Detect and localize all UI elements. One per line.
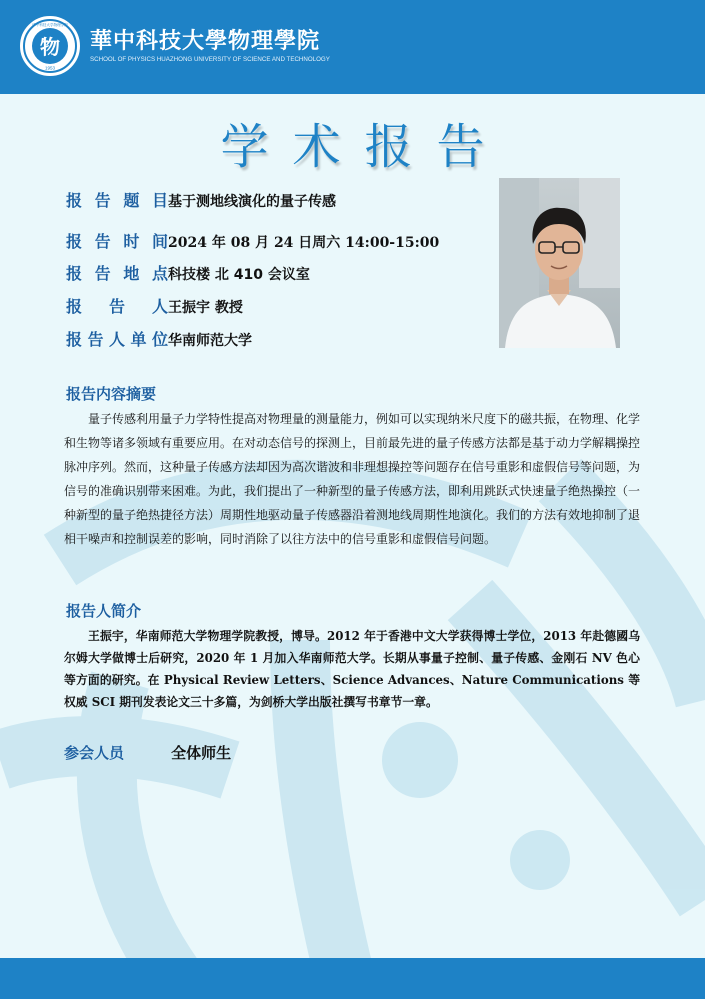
info-value: 华南师范大学 [168, 333, 252, 349]
speaker-photo [499, 178, 620, 348]
info-label: 报告人 [66, 297, 168, 316]
logo-year: 1953 [44, 65, 56, 71]
info-row-topic [66, 188, 336, 211]
abstract-text: 量子传感利用量子力学特性提高对物理量的测量能力，例如可以实现纳米尺度下的磁共振，在物理、化学和生物等诸多领域有重要应用。在对动态信号的探测上，目前最先进的量子传感方法都是基于动力学解耦操控脉冲序列。然而，这种量子传感方法却因为高次谐波和非理想操控等问题存在信号重影和虚假信号等问题，为信号的准确识别带来困难。为此，我们提出了一种新型的量子传感方法，即利用跳跃式快速量子绝热操控（一种新型的量子绝热捷径方法）周期性地驱动量子传感器沿着测地线周期性地演化。我们的方法有效地抑制了退相干噪声和控制误差的影响，同时消除了以往方法中的信号重影和虚假信号问题。 [64, 412, 641, 546]
attendees-label: 参会人员 [64, 744, 125, 762]
info-row-affiliation [66, 327, 252, 350]
info-value: 王振宇 教授 [168, 300, 243, 316]
bio-text: 王振宇，华南师范大学物理学院教授，博导。2012 年于香港中文大学获得博士学位，2013 年赴德國乌尔姆大学做博士后研究，2020 年 1 月加入华南师范大学。长期从事量子控制、量子传感、金刚石 NV 色心等方面的研究。在 Physical Review Letters、Science Advances、Nature Communications 等权威 SCI 期刊发表论文三十多篇，为剑桥大学出版社撰写书章节一章。 [64, 629, 640, 709]
info-label: 报告人单位 [66, 330, 168, 349]
info-label: 报告时间 [66, 232, 168, 251]
school-logo-emblem [22, 18, 78, 74]
header-bar [0, 0, 705, 94]
school-logo [20, 16, 80, 76]
info-value: 2024 年 08 月 24 日周六 14:00-15:00 [168, 235, 440, 251]
attendees-row [64, 742, 231, 763]
abstract-title: 报告内容摘要 [66, 385, 157, 403]
footer-bar [0, 958, 705, 999]
info-value: 科技楼 北 410 会议室 [168, 267, 310, 283]
info-row-speaker [66, 294, 243, 317]
logo-ring-text: 华中科技大学物理学院 [32, 23, 68, 27]
info-value: 基于测地线演化的量子传感 [168, 194, 336, 210]
school-name: 華中科技大學物理學院 [90, 28, 321, 54]
logo-glyph: 物 [40, 35, 60, 59]
page-title: 学术报告 [220, 119, 509, 175]
info-label: 报告地点 [66, 264, 168, 283]
info-row-time [66, 229, 439, 252]
school-name-en: SCHOOL OF PHYSICS HUAZHONG UNIVERSITY OF SCIENCE AND TECHNOLOGY [90, 56, 330, 63]
attendees-value: 全体师生 [171, 744, 232, 762]
info-row-location [66, 261, 310, 284]
info-label: 报告题目 [66, 191, 168, 210]
bio-title: 报告人简介 [66, 602, 142, 620]
